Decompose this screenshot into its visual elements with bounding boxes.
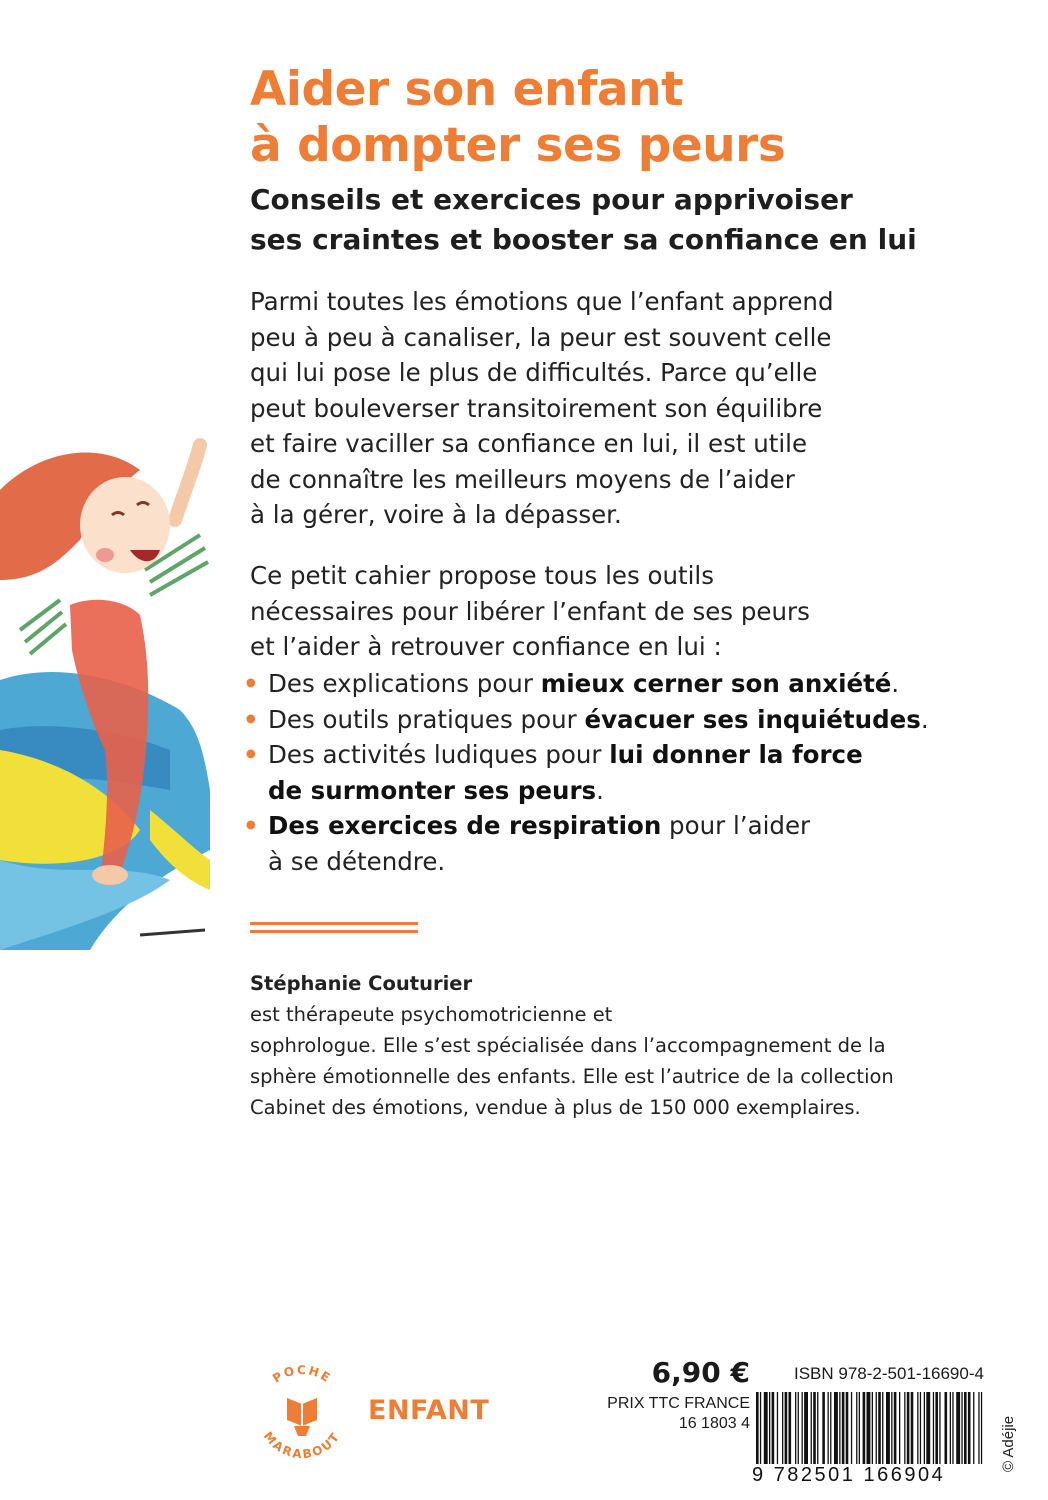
- author-name: Stéphanie Couturier: [250, 972, 473, 995]
- subtitle-line-1: Conseils et exercices pour apprivoiser: [250, 183, 853, 216]
- barcode-bar: [842, 1392, 845, 1464]
- barcode-bar: [863, 1392, 866, 1464]
- barcode-bar: [891, 1392, 892, 1464]
- intro-line: peu à peu à canaliser, la peur est souvent celle: [250, 322, 832, 352]
- barcode-bar: [839, 1392, 840, 1464]
- list-item: [243, 702, 929, 738]
- product-code: 16 1803 4: [678, 1415, 750, 1432]
- intro-line: qui lui pose le plus de difficultés. Parce qu’elle: [250, 358, 818, 387]
- author-bio: [250, 968, 894, 1123]
- barcode-bar: [772, 1392, 775, 1464]
- barcode-bar: [939, 1392, 940, 1464]
- barcode-digits: 9 782501 166904: [752, 1464, 946, 1486]
- barcode-bar: [851, 1392, 852, 1464]
- barcode-bar: [899, 1392, 900, 1464]
- price-amount: 6,90 €: [651, 1356, 750, 1389]
- barcode-bar: [978, 1392, 979, 1464]
- intro-line: à la gérer, voire à la dépasser.: [250, 500, 622, 529]
- bullet-bold: Des exercices de respiration: [268, 811, 662, 840]
- tools-line: Ce petit cahier propose tous les outils: [250, 561, 715, 590]
- isbn-text: ISBN 978-2-501-16690-4: [794, 1364, 984, 1383]
- barcode-bar: [968, 1392, 971, 1464]
- tools-paragraph: [250, 558, 810, 665]
- barcode-bar: [856, 1392, 857, 1464]
- barcode-bar: [872, 1392, 873, 1464]
- barcode-bar: [777, 1392, 778, 1464]
- barcode-bar: [813, 1392, 816, 1464]
- bio-line: sphère émotionnelle des enfants. Elle est l’autrice de la collection: [250, 1065, 894, 1088]
- bullet-bold: évacuer ses inquiétudes: [584, 704, 921, 734]
- book-subtitle: [250, 180, 917, 260]
- price-note: PRIX TTC FRANCE: [607, 1395, 750, 1412]
- barcode-bar: [973, 1392, 974, 1464]
- title-line-2: à dompter ses peurs: [250, 118, 786, 173]
- tools-line: et l’aider à retrouver confiance en lui :: [250, 632, 722, 661]
- barcode: [752, 1392, 988, 1472]
- barcode-bar: [764, 1392, 768, 1464]
- barcode-bar: [886, 1392, 890, 1464]
- intro-line: et faire vaciller sa confiance en lui, il est utile: [250, 429, 808, 458]
- intro-paragraph: [250, 284, 834, 533]
- barcode-bar: [952, 1392, 953, 1464]
- bullet-icon: •: [243, 811, 259, 840]
- bullet-continuation: [268, 773, 929, 809]
- barcode-bar: [789, 1392, 792, 1464]
- bullet-bold: de surmonter ses peurs: [268, 775, 597, 805]
- bullet-icon: •: [243, 740, 259, 769]
- bio-line: Cabinet des émotions, vendue à plus de 150 000 exemplaires.: [250, 1096, 861, 1119]
- tools-line: nécessaires pour libérer l’enfant de ses peurs: [250, 596, 810, 626]
- intro-line: de connaître les meilleurs moyens de l’aider: [250, 464, 795, 494]
- barcode-bar: [924, 1392, 925, 1464]
- logo-bottom-text: MARABOUT: [260, 1429, 344, 1462]
- barcode-bar: [804, 1392, 808, 1464]
- barcode-bar: [867, 1392, 871, 1464]
- bio-line: sophrologue. Elle s’est spécialisée dans l’accompagnement de la: [250, 1034, 886, 1057]
- barcode-bar: [859, 1392, 860, 1464]
- intro-line: Parmi toutes les émotions que l’enfant apprend: [250, 287, 834, 316]
- barcode-bar: [981, 1392, 982, 1464]
- barcode-bar: [904, 1392, 905, 1464]
- barcode-bar: [828, 1392, 829, 1464]
- barcode-bar: [894, 1392, 897, 1464]
- bullet-text: Des explications pour: [268, 669, 541, 698]
- intro-line: peut bouleverser transitoirement son équilibre: [250, 393, 823, 423]
- book-title: [250, 62, 785, 174]
- bullet-bold: mieux cerner son anxiété: [540, 669, 892, 698]
- barcode-bar: [798, 1392, 799, 1464]
- barcode-bar: [882, 1392, 883, 1464]
- svg-text:POCHE: [270, 1363, 334, 1386]
- bullet-text: Des outils pratiques pour: [268, 704, 585, 734]
- barcode-bar: [802, 1392, 803, 1464]
- feature-list: [243, 666, 929, 879]
- barcode-bar: [933, 1392, 934, 1464]
- poche-marabout-logo: [244, 1356, 360, 1472]
- barcode-bar: [756, 1392, 759, 1464]
- barcode-bar: [822, 1392, 825, 1464]
- barcode-bar: [782, 1392, 783, 1464]
- barcode-bar: [950, 1392, 951, 1464]
- bullet-icon: •: [243, 669, 259, 698]
- list-item: [243, 808, 929, 879]
- list-item: [243, 666, 929, 702]
- barcode-bar: [830, 1392, 831, 1464]
- bullet-bold: lui donner la force: [609, 740, 863, 769]
- bullet-continuation: à se détendre.: [268, 846, 446, 876]
- title-line-1: Aider son enfant: [250, 62, 684, 117]
- double-divider: [250, 922, 418, 936]
- barcode-bar: [785, 1392, 788, 1464]
- barcode-bar: [811, 1392, 812, 1464]
- subtitle-line-2: ses craintes et booster sa confiance en lui: [250, 223, 917, 256]
- price-block: [600, 1356, 750, 1434]
- barcode-bar: [878, 1392, 881, 1464]
- bullet-text: Des activités ludiques pour: [268, 740, 610, 769]
- child-illustration: [0, 430, 215, 950]
- barcode-bar: [817, 1392, 818, 1464]
- barcode-bar: [769, 1392, 770, 1464]
- bullet-punct: .: [596, 775, 604, 805]
- barcode-bar: [760, 1392, 761, 1464]
- illustration-credit: © Adéjie: [1000, 1415, 1017, 1472]
- barcode-bar: [846, 1392, 849, 1464]
- barcode-bar: [956, 1392, 960, 1464]
- barcode-bar: [907, 1392, 910, 1464]
- bio-text: est thérapeute psychomotricienne et: [250, 1003, 613, 1026]
- bullet-punct: .: [920, 704, 929, 734]
- barcode-bar: [876, 1392, 877, 1464]
- list-item: [243, 737, 929, 808]
- barcode-bar: [945, 1392, 948, 1464]
- barcode-bar: [926, 1392, 930, 1464]
- barcode-bar: [964, 1392, 967, 1464]
- barcode-bar: [935, 1392, 938, 1464]
- bullet-icon: •: [243, 704, 259, 734]
- barcode-bar: [961, 1392, 962, 1464]
- logo-top-text: POCHE: [270, 1362, 334, 1386]
- bio-line: [250, 968, 894, 1030]
- collection-label: ENFANT: [368, 1395, 490, 1426]
- bullet-punct: .: [891, 669, 900, 698]
- barcode-bar: [834, 1392, 838, 1464]
- barcode-bar: [917, 1392, 918, 1464]
- barcode-bar: [795, 1392, 796, 1464]
- barcode-bar: [911, 1392, 914, 1464]
- barcode-bar: [920, 1392, 921, 1464]
- bullet-text: pour l’aider: [661, 811, 811, 840]
